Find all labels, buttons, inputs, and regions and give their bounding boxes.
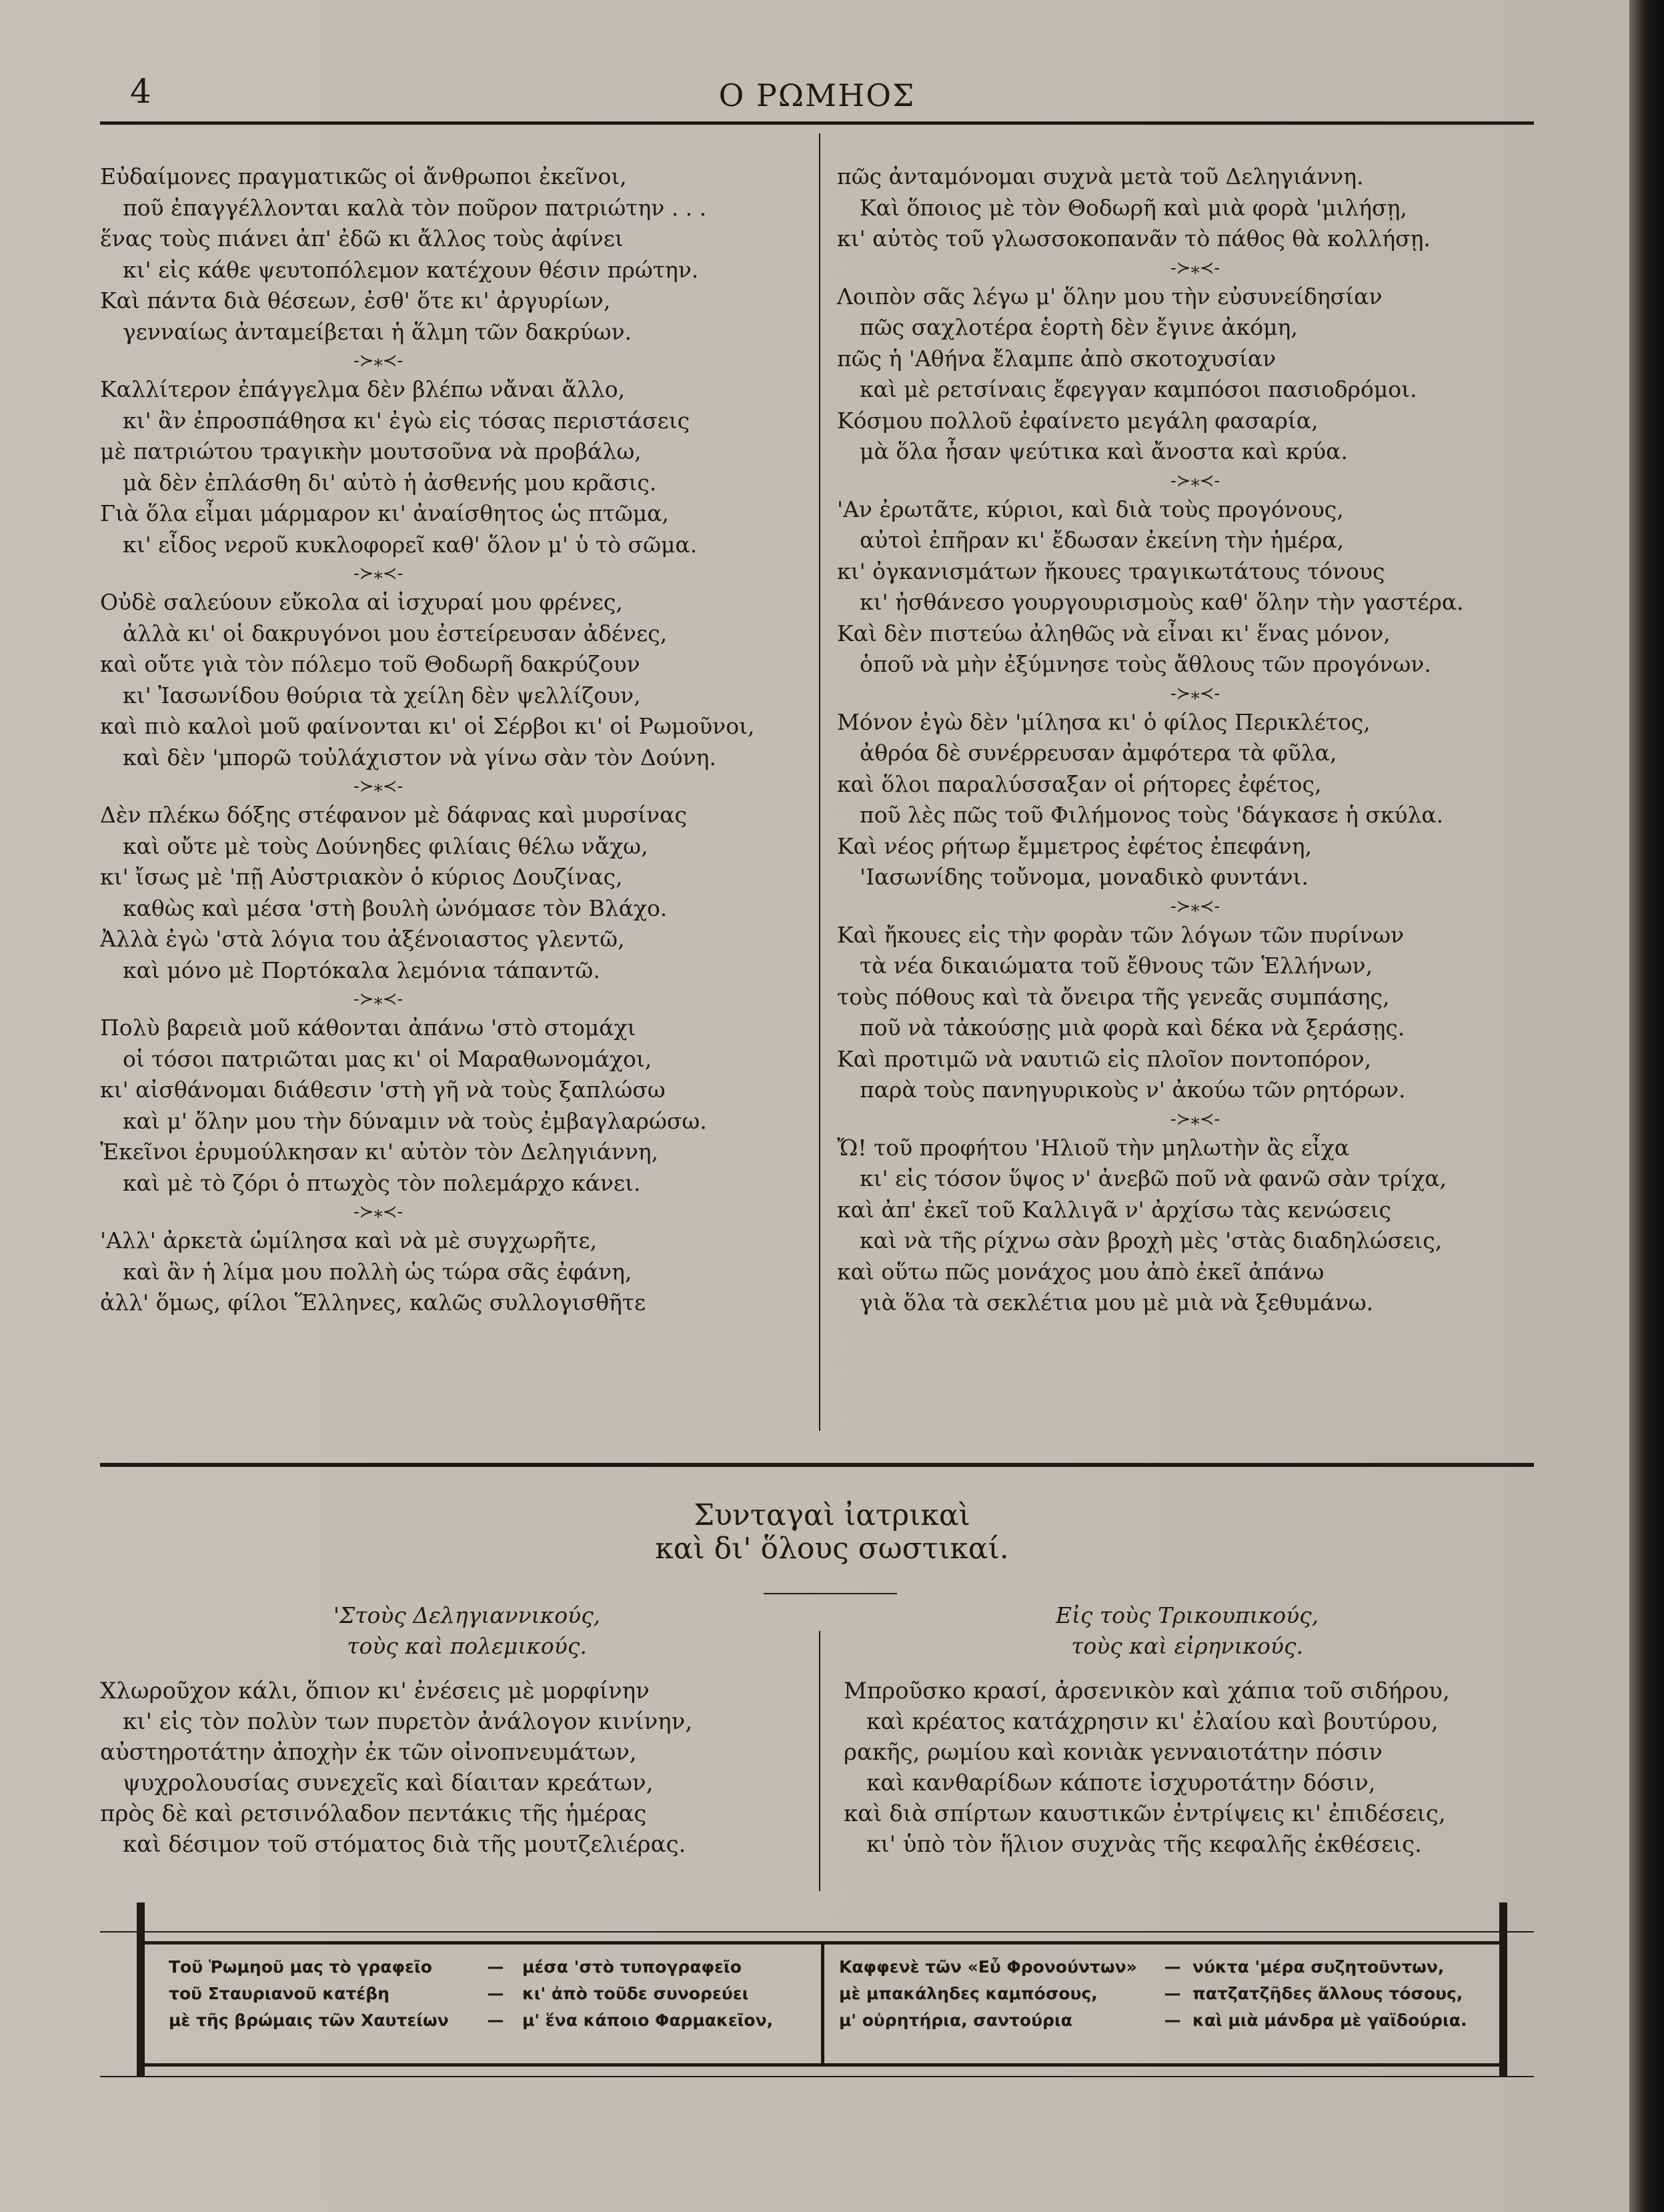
- verse-line: καὶ οὔτε γιὰ τὸν πόλεμο τοῦ Θοδωρῆ δακρύζουν: [100, 651, 640, 677]
- stanza-ornament: -≻⁎≺-: [353, 776, 403, 796]
- verse-line: καὶ μ' ὅλην μου τὴν δύναμιν νὰ τοὺς ἐμβαγλαρώσω.: [123, 1107, 707, 1134]
- verse-line: Καὶ πάντα διὰ θέσεων, ἐσθ' ὅτε κι' ἀργυρίων,: [100, 288, 611, 314]
- right-recipe-heading: Εἰς τοὺς Τρικουπικούς,: [1055, 1602, 1319, 1628]
- recipe-line: καὶ κρέατος κατάχρησιν κι' ἐλαίου καὶ βουτύρου,: [866, 1708, 1439, 1735]
- verse-line: κι' εἶδος νεροῦ κυκλοφορεῖ καθ' ὅλον μ' ὑ τὸ σῶμα.: [123, 531, 698, 558]
- ad-top-rule: [100, 1931, 1534, 1932]
- ad-divider: [821, 1945, 824, 2063]
- left-recipe-subheading: τοὺς καὶ πολεμικούς.: [347, 1633, 587, 1659]
- verse-line: 'Αν ἐρωτᾶτε, κύριοι, καὶ διὰ τοὺς προγόνους,: [837, 496, 1344, 522]
- section-subtitle: καὶ δι' ὅλους σωστικαί.: [655, 1532, 1009, 1566]
- verse-line: κι' εἰς τόσον ὕψος ν' ἀνεβῶ ποῦ νὰ φανῶ σὰν τρίχα,: [860, 1165, 1447, 1191]
- verse-line: καὶ ὅλοι παραλύσσαξαν οἱ ρήτορες ἐφέτος,: [837, 770, 1322, 797]
- verse-line: 'Αλλ' ἀρκετὰ ὡμίλησα καὶ νὰ μὲ συγχωρῆτε,: [100, 1227, 598, 1253]
- ad-text: καὶ μιὰ μάνδρα μὲ γαϊδούρια.: [1192, 2011, 1467, 2030]
- verse-line: γιὰ ὅλα τὰ σεκλέτια μου μὲ μιὰ νὰ ξεθυμάνω.: [860, 1289, 1374, 1315]
- verse-line: μὰ δὲν ἐπλάσθη δι' αὐτὸ ἡ ἀσθενής μου κρᾶσις.: [123, 469, 657, 496]
- ad-bottom-rule: [100, 2076, 1534, 2077]
- verse-line: ἀθρόα δὲ συνέρρευσαν ἀμφότερα τὰ φῦλα,: [860, 740, 1337, 766]
- verse-line: καὶ ἂν ἡ λίμα μου πολλὴ ὡς τώρα σᾶς ἐφάνη,: [123, 1258, 632, 1285]
- verse-line: ἀλλ' ὅμως, φίλοι Ἕλληνες, καλῶς συλλογισθῆτε: [100, 1289, 646, 1315]
- page-header: [100, 72, 1534, 122]
- ad-text: Τοῦ Ῥωμηοῦ μας τὸ γραφεῖο: [169, 1957, 432, 1977]
- verse-line: Κόσμου πολλοῦ ἐφαίνετο μεγάλη φασαρία,: [837, 407, 1319, 434]
- left-recipe-poem: [100, 1676, 692, 1860]
- verse-line: Ἐκεῖνοι ἐρυμούλκησαν κι' αὐτὸν τὸν Δεληγιάννη,: [100, 1139, 659, 1165]
- verse-line: κι' ἠσθάνεσο γουργουρισμοὺς καθ' ὅλην τὴν γαστέρα.: [860, 589, 1464, 615]
- verse-line: καὶ δὲν 'μπορῶ τοὐλάχιστον νὰ γίνω σὰν τὸν Δούνη.: [123, 744, 716, 770]
- ad-text: μὲ μπακάληδες καμπόσους,: [839, 1984, 1098, 2003]
- stanza-ornament: -≻⁎≺-: [1170, 257, 1220, 278]
- stanza-ornament: -≻⁎≺-: [353, 351, 403, 371]
- ad-row: [839, 1954, 1467, 1981]
- verse-line: κι' ἴσως μὲ 'πῇ Αὐστριακὸν ὁ κύριος Δουζίνας,: [100, 864, 623, 890]
- ad-text: —: [487, 1957, 504, 1977]
- ad-row: [169, 1981, 773, 2007]
- stanza-ornament: -≻⁎≺-: [353, 564, 403, 584]
- verse-line: κι' ἂν ἐπροσπάθησα κι' ἐγὼ εἰς τόσας περιστάσεις: [123, 407, 690, 434]
- verse-line: Καὶ νέος ρήτωρ ἔμμετρος ἐφέτος ἐπεφάνη,: [837, 833, 1312, 859]
- verse-line: πῶς σαχλοτέρα ἑορτὴ δὲν ἔγινε ἀκόμη,: [860, 314, 1298, 340]
- verse-line: ποῦ ἐπαγγέλλονται καλὰ τὸν ποῦρον πατριώτην . . .: [123, 194, 707, 221]
- verse-line: ποῦ λὲς πῶς τοῦ Φιλήμονος τοὺς 'δάγκασε ἡ σκύλα.: [860, 802, 1444, 828]
- verse-line: τὰ νέα δικαιώματα τοῦ ἔθνους τῶν Ἑλλήνων,: [860, 953, 1373, 979]
- verse-line: κι' Ἰασωνίδου θούρια τὰ χείλη δὲν ψελλίζουν,: [123, 682, 641, 708]
- verse-line: καὶ οὔτε μὲ τοὺς Δούνηδες φιλίαις θέλω νἄχω,: [123, 833, 648, 859]
- recipe-line: Μπροῦσκο κρασί, ἀρσενικὸν καὶ χάπια τοῦ σιδήρου,: [844, 1678, 1450, 1704]
- recipe-line: ρακῆς, ρωμίου καὶ κονιὰκ γενναιοτάτην πόσιν: [844, 1739, 1383, 1766]
- verse-line: ποῦ νὰ τἀκούσῃς μιὰ φορὰ καὶ δέκα νὰ ξεράσῃς.: [860, 1015, 1405, 1041]
- verse-line: καὶ οὕτω πῶς μονάχος μου ἀπὸ ἐκεῖ ἀπάνω: [837, 1258, 1325, 1285]
- verse-line: ἀλλὰ κι' οἱ δακρυγόνοι μου ἐστείρευσαν ἀδένες,: [123, 620, 668, 646]
- verse-line: Οὐδὲ σαλεύουν εὔκολα αἱ ἰσχυραί μου φρένες,: [100, 589, 623, 615]
- recipe-line: καὶ κανθαρίδων κάποτε ἰσχυροτάτην δόσιν,: [866, 1770, 1376, 1796]
- verse-line: Καὶ προτιμῶ νὰ ναυτιῶ εἰς πλοῖον ποντοπόρον,: [837, 1045, 1372, 1072]
- ad-left-block: [169, 1954, 773, 2034]
- recipe-line: καὶ διὰ σπίρτων καυστικῶν ἐντρίψεις κι' ἐπιδέσεις,: [844, 1800, 1446, 1827]
- ad-row: [839, 1981, 1467, 2007]
- verse-line: πῶς ἡ 'Αθήνα ἔλαμπε ἀπὸ σκοτοχυσίαν: [837, 345, 1277, 372]
- verse-line: Καὶ δὲν πιστεύω ἀληθῶς νὰ εἶναι κι' ἕνας μόνον,: [837, 620, 1391, 646]
- ad-text: κι' ἀπὸ τοῦδε συνορεύει: [522, 1984, 749, 2003]
- verse-line: κι' εἰς κάθε ψευτοπόλεμον κατέχουν θέσιν πρώτην.: [123, 256, 699, 283]
- ad-text: τοῦ Σταυριανοῦ κατέβη: [169, 1984, 389, 2003]
- ad-text: Καφφενὲ τῶν «Εὖ Φρονούντων»: [839, 1957, 1137, 1977]
- verse-line: Ἀλλὰ ἐγὼ 'στὰ λόγια του ἀξένοιαστος γλεντῶ,: [100, 926, 625, 952]
- stanza-ornament: -≻⁎≺-: [1170, 1109, 1220, 1129]
- ad-text: —: [1164, 1957, 1181, 1977]
- ad-text: —: [1164, 1984, 1181, 2003]
- book-binding-edge: [1629, 0, 1664, 2212]
- verse-line: Μόνον ἐγὼ δὲν 'μίλησα κι' ὁ φίλος Περικλέτος,: [837, 708, 1371, 735]
- verse-line: παρὰ τοὺς πανηγυρικοὺς ν' ἀκούω τῶν ρητόρων.: [860, 1077, 1406, 1103]
- verse-line: κι' αἰσθάνομαι διάθεσιν 'στὴ γῆ νὰ τοὺς ξαπλώσω: [100, 1077, 666, 1103]
- verse-line: μὰ ὅλα ἦσαν ψεύτικα καὶ ἄνοστα καὶ κρύα.: [860, 438, 1348, 464]
- ad-row: [839, 2007, 1467, 2034]
- ad-right-block: [839, 1954, 1467, 2034]
- stanza-ornament: -≻⁎≺-: [1170, 896, 1220, 917]
- left-recipe-heading: 'Στοὺς Δεληγιαννικούς,: [333, 1602, 601, 1628]
- ad-text: —: [487, 1984, 504, 2003]
- column-divider: [819, 133, 820, 1431]
- verse-line: Δὲν πλέκω δόξης στέφανον μὲ δάφνας καὶ μυρσίνας: [100, 802, 687, 828]
- ad-row: [169, 2007, 773, 2034]
- ad-text: —: [487, 2011, 504, 2030]
- recipe-line: πρὸς δὲ καὶ ρετσινόλαδον πεντάκις τῆς ἡμέρας: [100, 1800, 647, 1827]
- stanza-ornament: -≻⁎≺-: [1170, 683, 1220, 704]
- stanza-ornament: -≻⁎≺-: [353, 1202, 403, 1222]
- recipe-line: κι' ὑπὸ τὸν ἥλιον συχνὰς τῆς κεφαλῆς ἐκθέσεις.: [866, 1831, 1422, 1858]
- advertisement-box: [139, 1941, 1505, 2067]
- verse-line: καὶ νὰ τῆς ρίχνω σὰν βροχὴ μὲς 'στὰς διαδηλώσεις,: [860, 1227, 1443, 1253]
- verse-line: κι' ὀγκανισμάτων ἤκουες τραγικωτάτους τόνους: [837, 558, 1385, 584]
- verse-line: ὁποῦ νὰ μὴν ἐξύμνησε τοὺς ἄθλους τῶν προγόνων.: [860, 651, 1431, 677]
- stanza-ornament: -≻⁎≺-: [1170, 470, 1220, 491]
- recipe-line: κι' εἰς τὸν πολὺν των πυρετὸν ἀνάλογον κινίνην,: [123, 1708, 693, 1735]
- ad-text: πατζατζῆδες ἄλλους τόσους,: [1192, 1984, 1463, 2003]
- verse-line: Ὤ! τοῦ προφήτου 'Ηλιοῦ τὴν μηλωτὴν ἂς εἶχα: [837, 1134, 1350, 1161]
- verse-line: καὶ μὲ τὸ ζόρι ὁ πτωχὸς τὸν πολεμάρχο κάνει.: [123, 1169, 641, 1196]
- verse-line: Καλλίτερον ἐπάγγελμα δὲν βλέπω νἄναι ἄλλο,: [100, 376, 626, 402]
- newspaper-title: Ο ΡΩΜΗΟΣ: [718, 77, 916, 113]
- verse-line: γενναίως ἀνταμείβεται ἡ ἅλμη τῶν δακρύων.: [123, 318, 632, 345]
- recipe-line: καὶ δέσιμον τοῦ στόματος διὰ τῆς μουτζελιέρας.: [123, 1831, 686, 1858]
- section-rule: [100, 1463, 1534, 1467]
- section-title: Συνταγαὶ ἰατρικαὶ: [694, 1498, 970, 1532]
- right-recipe-poem: [844, 1676, 1450, 1860]
- verse-line: καὶ μόνο μὲ Πορτόκαλα λεμόνια τάπαντῶ.: [123, 957, 600, 983]
- right-recipe-subheading: τοὺς καὶ εἰρηνικούς.: [1071, 1633, 1303, 1659]
- page-number: 4: [130, 72, 151, 111]
- verse-line: καθὼς καὶ μέσα 'στὴ βουλὴ ὠνόμασε τὸν Βλάχο.: [123, 895, 668, 921]
- ad-text: νύκτα 'μέρα συζητοῦντων,: [1192, 1957, 1445, 1977]
- verse-line: Καὶ ἤκουες εἰς τὴν φορὰν τῶν λόγων τῶν πυρίνων: [837, 921, 1405, 948]
- ad-text: μὲ τῆς βρώμαις τῶν Χαυτείων: [169, 2011, 449, 2030]
- verse-line: Γιὰ ὅλα εἶμαι μάρμαρον κι' ἀναίσθητος ὡς πτῶμα,: [100, 500, 669, 526]
- verse-line: καὶ πιὸ καλοὶ μοῦ φαίνονται κι' οἱ Σέρβοι κι' οἱ Ρωμοῦνοι,: [100, 713, 755, 739]
- ad-row: [169, 1954, 773, 1981]
- recipe-line: αὐστηροτάτην ἀποχὴν ἐκ τῶν οἰνοπνευμάτων,: [100, 1739, 637, 1766]
- ad-text: μ' οὐρητήρια, σαντούρια: [839, 2011, 1072, 2030]
- title-underline: [764, 1593, 897, 1594]
- verse-line: ἕνας τοὺς πιάνει ἀπ' ἐδῶ κι ἄλλος τοὺς ἀφίνει: [100, 225, 624, 251]
- verse-line: πῶς ἀνταμόνομαι συχνὰ μετὰ τοῦ Δεληγιάννη.: [837, 163, 1364, 189]
- ad-text: μ' ἕνα κάποιο Φαρμακεῖον,: [522, 2011, 774, 2030]
- verse-line: Πολὺ βαρειὰ μοῦ κάθονται ἀπάνω 'στὸ στομάχι: [100, 1015, 636, 1041]
- verse-line: Λοιπὸν σᾶς λέγω μ' ὅλην μου τὴν εὐσυνείδησίαν: [837, 283, 1383, 310]
- stanza-ornament: -≻⁎≺-: [353, 989, 403, 1009]
- recipe-line: Χλωροῦχον κάλι, ὅπιον κι' ἐνέσεις μὲ μορφίνην: [100, 1678, 650, 1704]
- header-rule: [100, 121, 1534, 125]
- right-column: [837, 161, 1464, 1319]
- verse-line: μὲ πατριώτου τραγικὴν μουτσοῦνα νὰ προβάλω,: [100, 438, 642, 464]
- verse-line: αὐτοὶ ἐπῆραν κι' ἔδωσαν ἐκείνη τὴν ἡμέρα,: [860, 527, 1345, 553]
- left-column: [100, 161, 755, 1319]
- verse-line: Εὐδαίμονες πραγματικῶς οἱ ἄνθρωποι ἐκεῖνοι,: [100, 163, 627, 189]
- verse-line: καὶ ἀπ' ἐκεῖ τοῦ Καλλιγᾶ ν' ἀρχίσω τὰς κενώσεις: [837, 1196, 1392, 1223]
- verse-line: τοὺς πόθους καὶ τὰ ὄνειρα τῆς γενεᾶς συμπάσης,: [837, 983, 1390, 1010]
- verse-line: κι' αὐτὸς τοῦ γλωσσοκοπανᾶν τὸ πάθος θὰ κολλήσῃ.: [837, 225, 1431, 251]
- verse-line: καὶ μὲ ρετσίναις ἔφεγγαν καμπόσοι πασιοδρόμοι.: [860, 376, 1417, 402]
- verse-line: 'Ιασωνίδης τοὔνομα, μοναδικὸ φυντάνι.: [860, 864, 1309, 890]
- verse-line: Καὶ ὅποιος μὲ τὸν Θοδωρῆ καὶ μιὰ φορὰ 'μιλήσῃ,: [860, 194, 1407, 221]
- verse-line: οἱ τόσοι πατριῶται μας κι' οἱ Μαραθωνομάχοι,: [123, 1045, 652, 1072]
- ad-text: —: [1164, 2011, 1181, 2030]
- recipe-divider: [819, 1631, 820, 1891]
- recipe-line: ψυχρολουσίας συνεχεῖς καὶ δίαιταν κρεάτων,: [123, 1770, 654, 1796]
- ad-text: μέσα 'στὸ τυπογραφεῖο: [522, 1957, 742, 1977]
